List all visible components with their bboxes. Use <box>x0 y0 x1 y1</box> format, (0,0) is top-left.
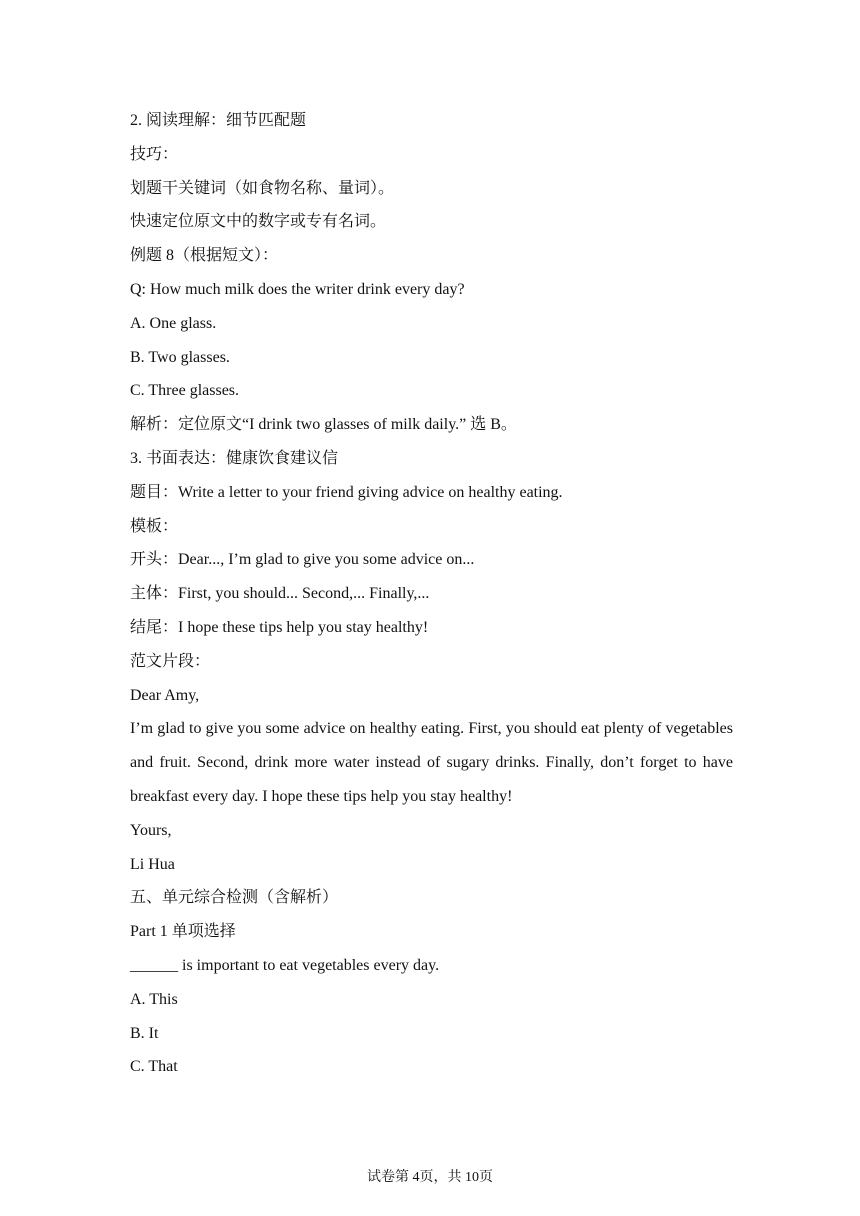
part-heading: Part 1 单项选择 <box>130 923 236 941</box>
example-heading: 例题 8（根据短文）： <box>130 247 279 265</box>
option-a: A. One glass. <box>130 314 217 332</box>
option-b: B. It <box>130 1024 159 1042</box>
letter-closing: Yours, <box>130 821 172 839</box>
section-heading-reading: 2. 阅读理解：细节匹配题 <box>130 112 307 129</box>
template-body: 主体：First, you should... Second,... Finally,... <box>130 585 430 603</box>
option-c: C. Three glasses. <box>130 382 240 400</box>
template-ending: 结尾：I hope these tips help you stay healthy! <box>130 618 429 636</box>
analysis-text: 解析：定位原文“I drink two glasses of milk daily.” 选 B。 <box>130 416 517 434</box>
writing-prompt: 题目：Write a letter to your friend giving advice on healthy eating. <box>130 483 563 501</box>
sample-heading: 范文片段： <box>130 652 211 670</box>
template-opening: 开头：Dear..., I’m glad to give you some advice on... <box>130 551 475 569</box>
page-number-footer: 试卷第 4页，共 10页 <box>367 1170 493 1185</box>
section-heading-writing: 3. 书面表达：健康饮食建议信 <box>130 449 339 467</box>
text-line: 划题干关键词（如食物名称、量词）。 <box>130 179 395 197</box>
text-line: 快速定位原文中的数字或专有名词。 <box>130 213 387 231</box>
question-text: Q: How much milk does the writer drink every day? <box>130 280 465 298</box>
template-heading: 模板： <box>130 517 179 535</box>
letter-greeting: Dear Amy, <box>130 686 200 704</box>
section-heading-unit-test: 五、单元综合检测（含解析） <box>130 889 339 907</box>
letter-body: I’m glad to give you some advice on healthy eating. First, you should eat plenty of vegetables and fruit. Second, drink more water instead of sugary drinks. Finally, don’t forget to have breakfast every day. I hope these tips help you stay healthy! <box>130 720 733 805</box>
letter-signature: Li Hua <box>130 855 175 873</box>
question-text: ______ is important to eat vegetables every day. <box>130 956 440 974</box>
option-a: A. This <box>130 990 178 1008</box>
document-content <box>130 104 733 1084</box>
text-line: 技巧： <box>130 145 179 163</box>
option-b: B. Two glasses. <box>130 348 230 366</box>
option-c: C. That <box>130 1058 178 1076</box>
